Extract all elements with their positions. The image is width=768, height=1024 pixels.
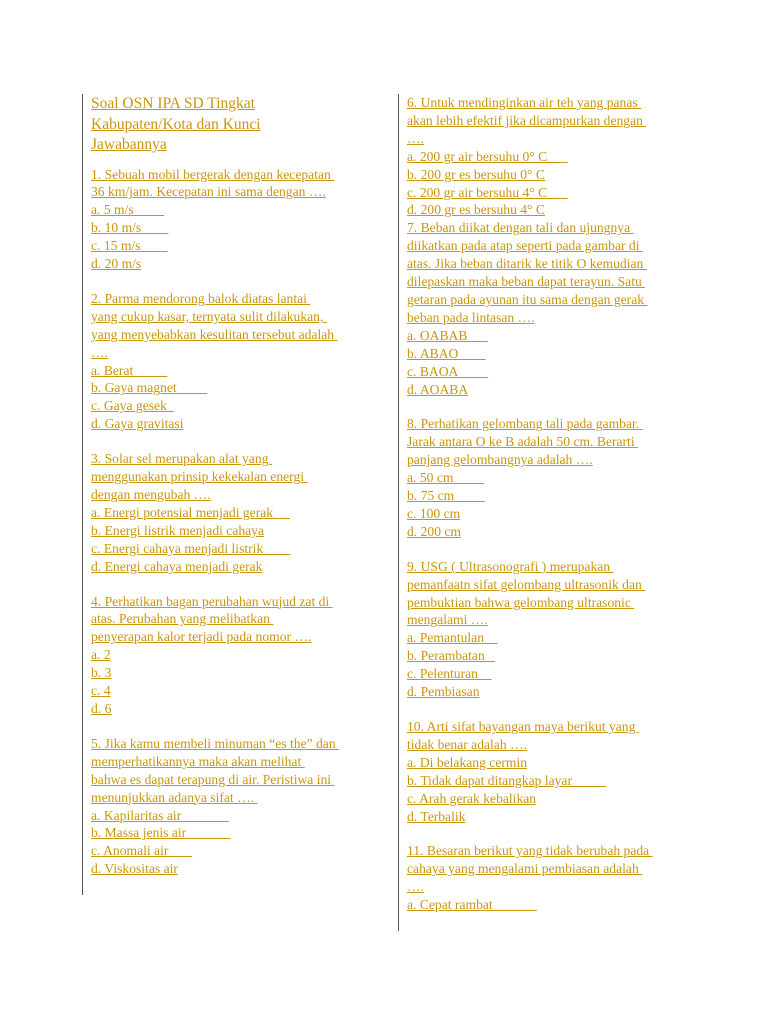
question-line: 9. USG ( Ultrasonografi ) merupakan <box>407 558 614 574</box>
question-line: diikatkan pada atap seperti pada gambar di <box>407 238 643 254</box>
question-line: menunjukkan adanya sifat …. <box>91 789 258 805</box>
question-line: b. ABAO <box>407 345 486 361</box>
question-line: b. 10 m/s <box>91 220 169 236</box>
title-line: Kabupaten/Kota dan Kunci <box>91 115 261 133</box>
question-line: …. <box>407 130 424 146</box>
question-line: panjang gelombangnya adalah …. <box>407 452 593 468</box>
question-block <box>91 735 381 878</box>
question-line: a. Cepat rambat <box>407 897 537 913</box>
right-column <box>398 94 697 931</box>
question-block <box>407 415 697 540</box>
question-line: a. Berat <box>91 362 168 378</box>
question-line: getaran pada ayunan itu sama dengan gerak <box>407 291 648 307</box>
question-line: memperhatikannya maka akan melihat <box>91 753 305 769</box>
question-line: a. 50 cm <box>407 470 485 486</box>
question-line: a. Energi potensial menjadi gerak <box>91 504 291 520</box>
question-line: a. Pemantulan <box>407 630 498 646</box>
question-line: a. OABAB <box>407 327 488 343</box>
question-line: c. Gaya gesek <box>91 398 174 414</box>
question-line: pembuktian bahwa gelombang ultrasonic <box>407 594 635 610</box>
question-line: c. 200 gr air bersuhu 4° C <box>407 184 568 200</box>
question-line: d. 200 cm <box>407 523 461 539</box>
left-question-list <box>91 166 381 879</box>
question-line: 6. Untuk mendinginkan air teh yang panas <box>407 95 642 110</box>
question-line: atas. Perubahan yang melibatkan <box>91 611 274 627</box>
question-line: d. Terbalik <box>407 808 466 824</box>
question-line: d. 20 m/s <box>91 256 142 272</box>
question-line: b. Massa jenis air <box>91 825 231 841</box>
question-line: 7. Beban diikat dengan tali dan ujungnya <box>407 220 634 236</box>
question-line: 2. Parma mendorong balok diatas lantai <box>91 290 311 306</box>
question-line: 10. Arti sifat bayangan maya berikut yang <box>407 719 639 734</box>
question-line: c. BAOA <box>407 363 489 379</box>
question-line: c. 15 m/s <box>91 238 168 254</box>
question-line: cahaya yang mengalami pembiasan adalah <box>407 861 643 877</box>
question-line: b. 200 gr es bersuhu 0° C <box>407 166 545 182</box>
question-line: a. Kapilaritas air <box>91 807 229 823</box>
question-line: yang cukup kasar, ternyata sulit dilakukan, <box>91 308 327 324</box>
question-line: d. 200 gr es bersuhu 4° C <box>407 202 545 218</box>
question-line: b. 75 cm <box>407 488 485 504</box>
question-line: mengalami …. <box>407 612 488 628</box>
left-column <box>82 94 381 895</box>
question-line: pemanfaatn sifat gelombang ultrasonik dan <box>407 576 646 592</box>
question-line: 3. Solar sel merupakan alat yang <box>91 451 272 467</box>
question-line: yang menyebabkan kesulitan tersebut adalah <box>91 326 338 342</box>
title-line: Soal OSN IPA SD Tingkat <box>91 95 255 112</box>
question-block <box>407 842 697 914</box>
question-line: d. 6 <box>91 700 112 716</box>
question-line: beban pada lintasan …. <box>407 309 535 325</box>
question-line: dengan mengubah …. <box>91 487 211 502</box>
question-line: penyerapan kalor terjadi pada nomor …. <box>91 629 312 645</box>
question-block <box>407 94 697 398</box>
question-block <box>91 290 381 433</box>
question-line: c. Pelenturan <box>407 666 492 682</box>
question-line: d. AOABA <box>407 381 469 397</box>
question-line: c. Arah gerak kebalikan <box>407 790 537 806</box>
question-line: …. <box>91 344 108 360</box>
question-line: b. Energi listrik menjadi cahaya <box>91 522 265 538</box>
right-question-list <box>407 94 697 914</box>
question-block <box>91 166 381 273</box>
question-line: 5. Jika kamu membeli minuman “es the” dan <box>91 735 340 751</box>
question-block <box>407 718 697 825</box>
question-line: a. 5 m/s <box>91 202 165 218</box>
question-block <box>91 593 381 718</box>
question-line: atas. Jika beban ditarik ke titik O kemudian <box>407 256 647 272</box>
question-line: a. 200 gr air bersuhu 0° C <box>407 148 568 164</box>
question-line: c. Anomali air <box>91 843 193 859</box>
title-line: Jawabannya <box>91 136 167 153</box>
question-line: c. Energi cahaya menjadi listrik <box>91 540 291 556</box>
question-line: b. Perambatan <box>407 648 495 664</box>
question-line: …. <box>407 879 424 895</box>
question-line: d. Gaya gravitasi <box>91 416 184 432</box>
question-line: tidak benar adalah …. <box>407 736 528 752</box>
question-block <box>407 558 697 701</box>
question-line: b. Gaya magnet <box>91 380 208 396</box>
question-line: c. 100 cm <box>407 505 461 521</box>
question-line: 11. Besaran berikut yang tidak berubah pada <box>407 843 653 859</box>
question-line: 1. Sebuah mobil bergerak dengan kecepatan <box>91 166 335 182</box>
question-line: akan lebih efektif jika dicampurkan dengan <box>407 112 647 128</box>
question-line: menggunakan prinsip kekekalan energi <box>91 469 308 485</box>
question-line: d. Energi cahaya menjadi gerak <box>91 558 263 574</box>
question-line: 4. Perhatikan bagan perubahan wujud zat di <box>91 593 333 609</box>
question-line: a. 2 <box>91 647 111 663</box>
question-line: 8. Perhatikan gelombang tali pada gambar. <box>407 416 643 432</box>
question-line: c. 4 <box>91 683 111 699</box>
question-line: d. Pembiasan <box>407 684 480 700</box>
question-line: 36 km/jam. Kecepatan ini sama dengan …. <box>91 184 326 200</box>
question-line: b. Tidak dapat ditangkap layar <box>407 772 606 788</box>
question-line: a. Di belakang cermin <box>407 754 528 770</box>
question-line: Jarak antara O ke B adalah 50 cm. Berarti <box>407 434 638 450</box>
question-line: bahwa es dapat terapung di air. Peristiwa ini <box>91 771 335 787</box>
question-line: dilepaskan maka beban dapat terayun. Satu <box>407 274 646 290</box>
question-line: d. Viskositas air <box>91 861 178 877</box>
page-title <box>91 94 381 156</box>
question-block <box>91 450 381 575</box>
question-line: b. 3 <box>91 665 112 681</box>
